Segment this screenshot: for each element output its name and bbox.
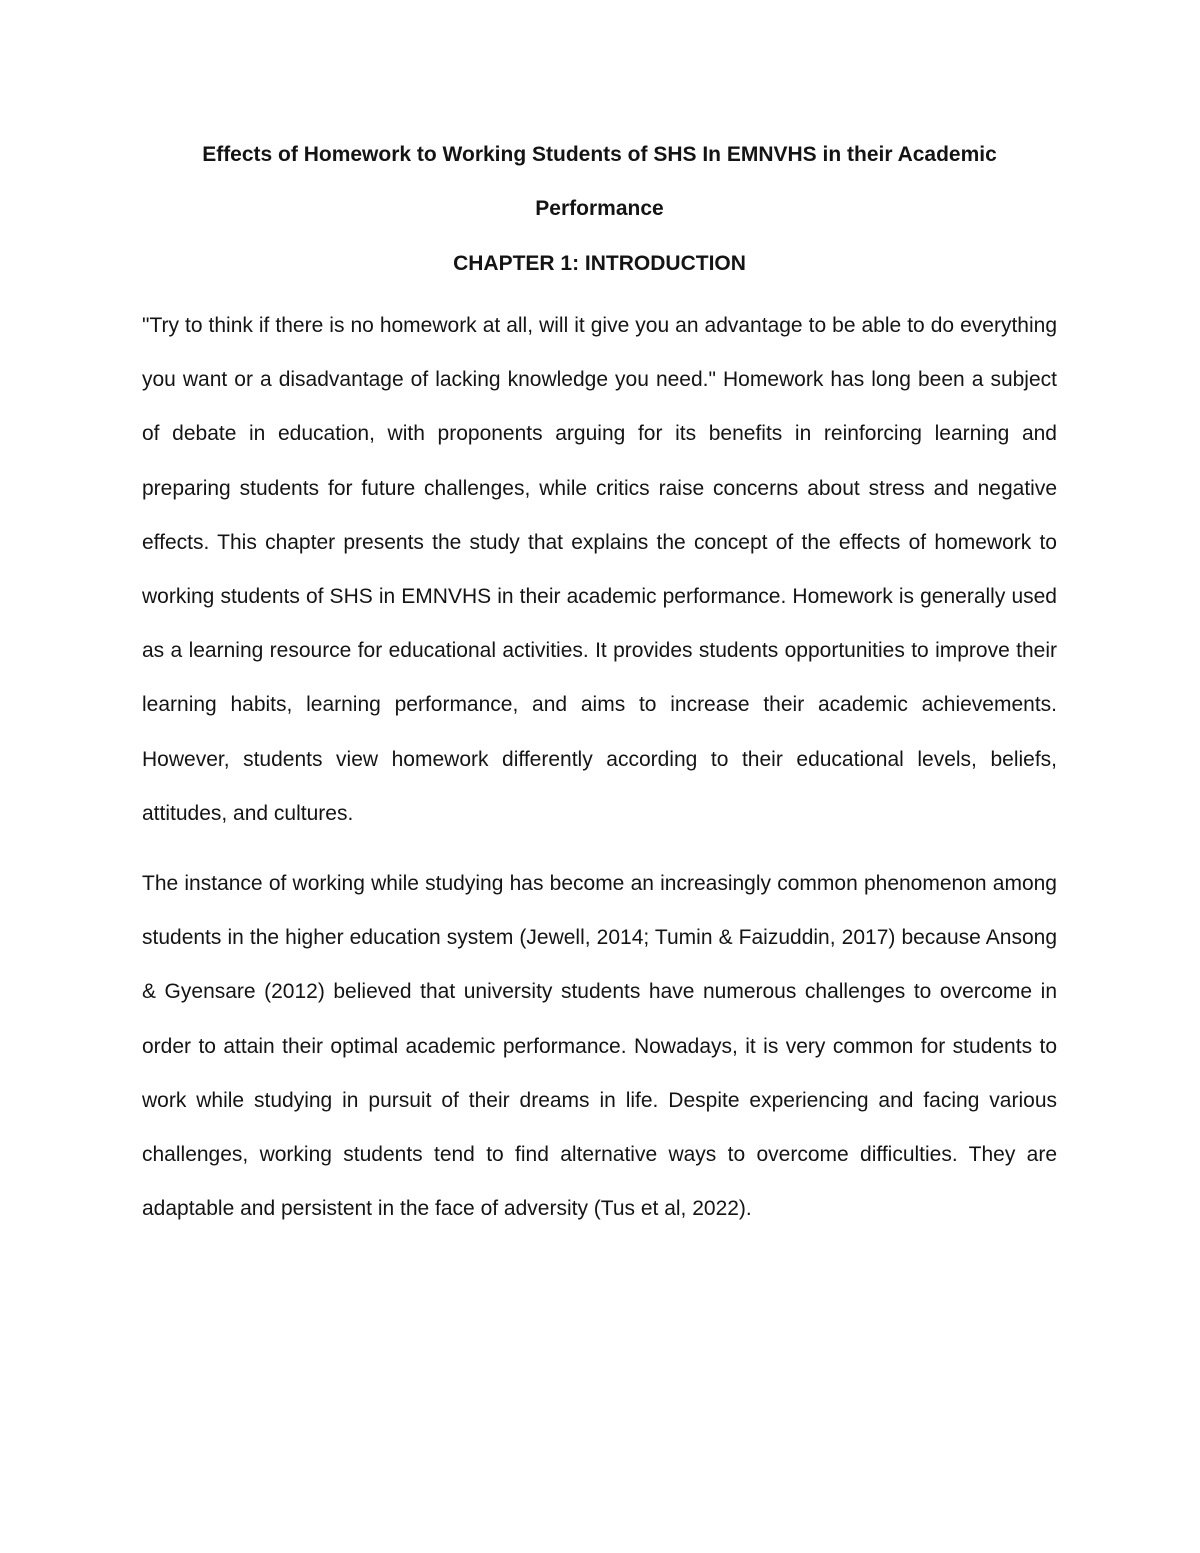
paragraph-1: "Try to think if there is no homework at all, will it give you an advantage to be able to do everything you want or a disadvantage of lacking knowledge you need." Homework has long been a subject of debate in education, with proponents arguing for its benefits in reinforcing learning and preparing students for future challenges, while critics raise concerns about stress and negative effects. This chapter presents the study that explains the concept of the effects of homework to working students of SHS in EMNVHS in their academic performance. Homework is generally used as a learning resource for educational activities. It provides students opportunities to improve their learning habits, learning performance, and aims to increase their academic achievements. However, students view homework differently according to their educational levels, beliefs, attitudes, and cultures. [142,314,1057,825]
document-title: Effects of Homework to Working Students of SHS In EMNVHS in their Academic Performance [202,143,997,220]
chapter-heading: CHAPTER 1: INTRODUCTION [453,252,746,275]
paragraph-2: The instance of working while studying has become an increasingly common phenomenon among students in the higher education system (Jewell, 2014; Tumin & Faizuddin, 2017) because Ansong & Gyensare (2012) believed that university students have numerous challenges to overcome in order to attain their optimal academic performance. Nowadays, it is very common for students to work while studying in pursuit of their dreams in life. Despite experiencing and facing various challenges, working students tend to find alternative ways to overcome difficulties. They are adaptable and persistent in the face of adversity (Tus et al, 2022). [142,872,1057,1221]
document-body [142,128,1057,1236]
